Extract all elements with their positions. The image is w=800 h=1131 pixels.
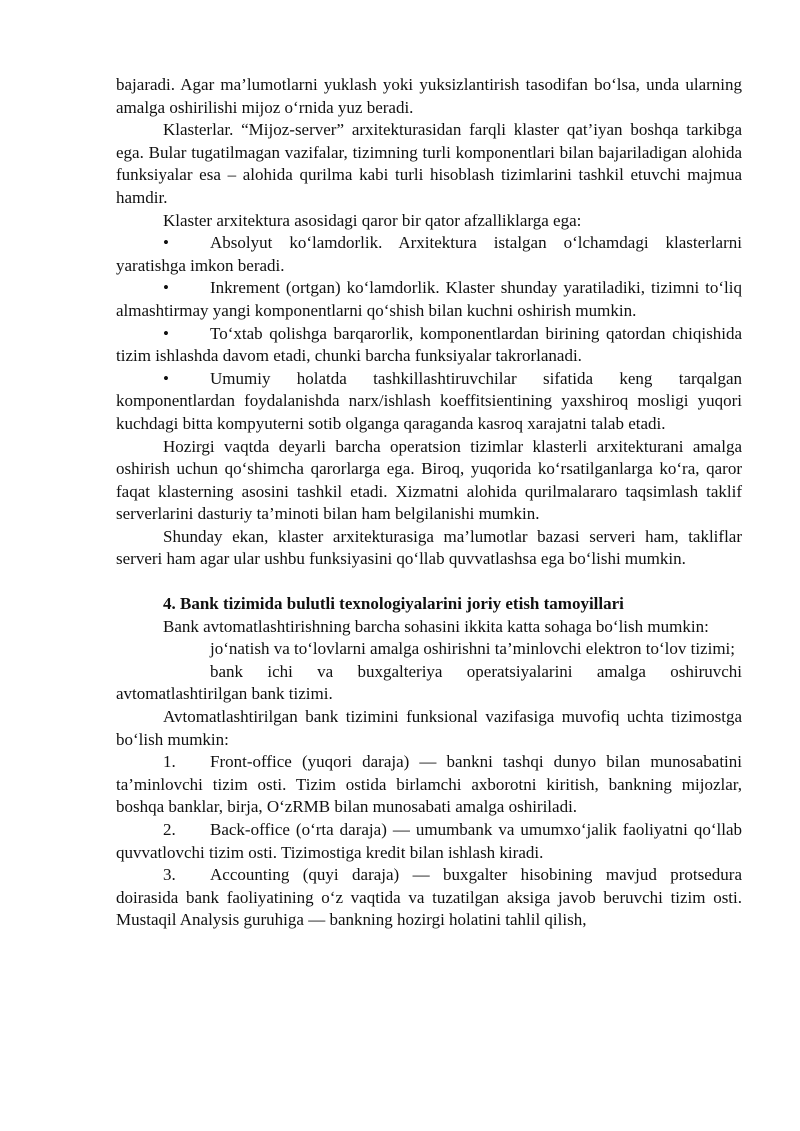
bullet-mark: •	[163, 368, 169, 388]
sub-item: bank ichi va buxgalteriya operatsiyalarini amalga oshiruvchi avtomatlashtirilgan bank tizimi.	[116, 661, 742, 704]
numbered-item	[116, 864, 742, 932]
paragraph: Shunday ekan, klaster arxitekturasiga ma’lumotlar bazasi serveri ham, takliflar serveri ham agar ular ushbu funksiyasini qo‘llab quvvatlashsa ega bo‘lishi mumkin.	[116, 526, 742, 569]
bullet-item	[116, 277, 742, 322]
numbered-item	[116, 819, 742, 864]
sub-item: jo‘natish va to‘lovlarni amalga oshirishni ta’minlovchi elektron to‘lov tizimi;	[210, 639, 735, 659]
paragraph: Hozirgi vaqtda deyarli barcha operatsion tizimlar klasterli arxitekturani amalga oshirish uchun qo‘shimcha qarorlarga ega. Biroq, yuqorida ko‘rsatilganlarga ko‘ra, qaror faqat klasterning asosini tashkil etadi. Xizmatni alohida qurilmalararo taqsimlash taklif serverlarini dasturiy ta’minoti bilan ham belgilanishi mumkin.	[116, 436, 742, 524]
item-number: 1.	[163, 752, 176, 772]
bullet-mark: •	[163, 323, 169, 343]
bullet-text: Inkrement (ortgan) ko‘lamdorlik. Klaster shunday yaratiladiki, tizimni to‘liq almashtirmay yangi komponentlarni qo‘shish bilan kuchni oshirish mumkin.	[116, 278, 742, 320]
paragraph: Klaster arxitektura asosidagi qaror bir qator afzalliklarga ega:	[163, 210, 582, 230]
paragraph: Klasterlar. “Mijoz-server” arxitekturasidan farqli klaster qat’iyan boshqa tarkibga ega. Bular tugatilmagan vazifalar, tizimning turli komponentlari bilan bajariladigan alohida funksiyalar esa – alohida qurilma kabi turli hisoblash tizimlarini tashkil etuvchi majmua hamdir.	[116, 120, 742, 207]
item-text: Front-office (yuqori daraja) — bankni tashqi dunyo bilan munosabatini ta’minlovchi tizim osti. Tizim ostida birlamchi axborotni kiritish, bankning mijozlar, boshqa banklar, birja, O‘zRMB bilan munosabati amalga oshiriladi.	[116, 752, 742, 817]
section-heading: 4. Bank tizimida bulutli texnologiyalarini joriy etish tamoyillari	[163, 594, 624, 614]
bullet-text: Absolyut ko‘lamdorlik. Arxitektura istalgan o‘lchamdagi klasterlarni yaratishga imkon beradi.	[116, 233, 742, 275]
bullet-item	[116, 323, 742, 368]
paragraph: Bank avtomatlashtirishning barcha sohasini ikkita katta sohaga bo‘lish mumkin:	[163, 616, 709, 636]
bullet-text: Umumiy holatda tashkillashtiruvchilar sifatida keng tarqalgan komponentlardan foydalanishda narx/ishlash koeffitsientining yaxshiroq mosligi yuqori kuchdagi bitta kompyuterni sotib olganga qaraganda kasroq xarajatni talab etadi.	[116, 368, 742, 433]
bullet-mark: •	[163, 233, 169, 253]
paragraph: Avtomatlashtirilgan bank tizimini funksional vazifasiga muvofiq uchta tizimostga bo‘lish mumkin:	[116, 707, 742, 749]
bullet-item	[116, 368, 742, 436]
item-text: Accounting (quyi daraja) — buxgalter hisobining mavjud protsedura doirasida bank faoliyatining o‘z vaqtida va tuzatilgan aksiga javob beruvchi tizim osti. Mustaqil Analysis guruhiga — bankning hozirgi holatini tahlil qilish,	[116, 865, 742, 930]
bullet-mark: •	[163, 278, 169, 298]
document-page	[116, 74, 742, 932]
item-number: 2.	[163, 820, 176, 839]
paragraph: bajaradi. Agar ma’lumotlarni yuklash yoki yuksizlantirish tasodifan bo‘lsa, unda ularning amalga oshirilishi mijoz o‘rnida yuz beradi.	[116, 75, 742, 117]
item-number: 3.	[163, 865, 176, 885]
numbered-item	[116, 751, 742, 819]
item-text: Back-office (o‘rta daraja) — umumbank va umumxo‘jalik faoliyatni qo‘llab quvvatlovchi tizim osti. Tizimostiga kredit bilan ishlash kiradi.	[116, 820, 742, 862]
bullet-text: To‘xtab qolishga barqarorlik, komponentlardan birining qatordan chiqishida tizim ishlashda davom etadi, chunki barcha funksiyalar takrorlanadi.	[116, 323, 742, 366]
bullet-item	[116, 232, 742, 277]
